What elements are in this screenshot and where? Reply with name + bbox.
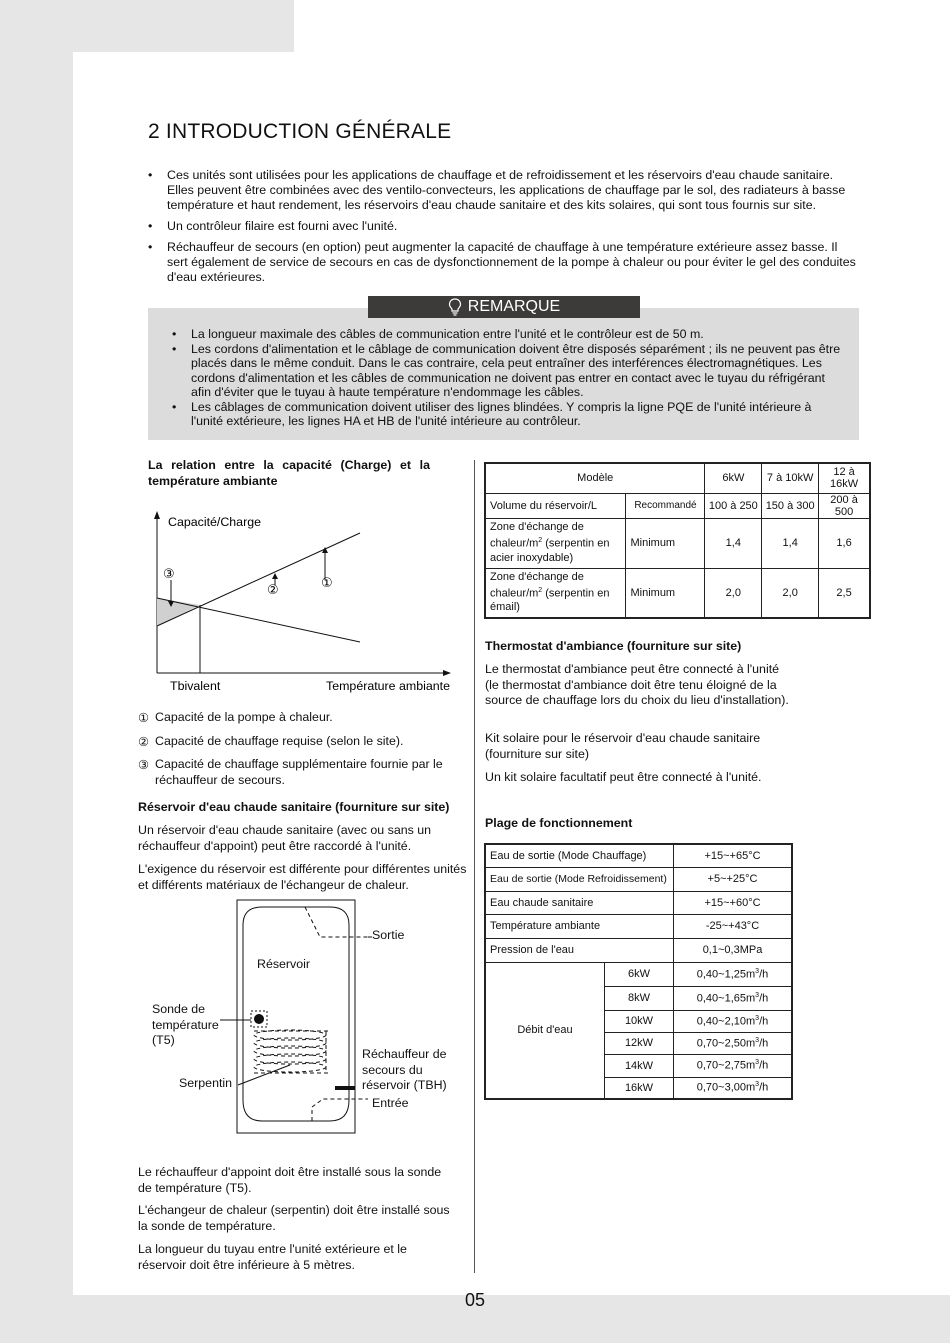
- tank-note-2: L'échangeur de chaleur (serpentin) doit être installé sous la sonde de température.: [138, 1203, 450, 1233]
- remark-item: • Les cordons d'alimentation et le câblage de communication doivent être disposés séparément ; ils ne peuvent pas être placés dans le même conduit. Dans le cas contraire, cela peut entraîner des interférences électromagnétiques. Les cordons d'alimentation et les câbles de communication ne doivent pas entrer en contact avec le tuyau du réfrigérant afin d'éviter que le tuyau à haute température n'endommage les câbles.: [172, 341, 841, 399]
- table-row: Eau chaude sanitaire +15~+60°C: [485, 891, 792, 914]
- model-header: Modèle: [485, 463, 705, 493]
- page-number: 05: [464, 1290, 486, 1310]
- lightbulb-icon: [448, 298, 462, 316]
- flow-label: Débit d'eau: [485, 962, 605, 1099]
- tank-heading: Réservoir d'eau chaude sanitaire (fourniture sur site): [138, 800, 450, 814]
- table-row: 8kW $0,40\sim 1,65m^3/h$: [485, 986, 792, 1010]
- thermostat-heading: Thermostat d'ambiance (fourniture sur site): [485, 639, 742, 653]
- inlet-pipe: [312, 1099, 368, 1121]
- tank-label-backup-heater: Réchauffeur de secours du réservoir (TBH): [362, 1047, 447, 1092]
- marker-3: ③: [163, 567, 175, 582]
- required-capacity-line: [157, 598, 360, 642]
- table-row: Pression de l'eau 0,1~0,3MPa: [485, 938, 792, 962]
- model-table: [484, 462, 871, 619]
- table-row: 16kW $0,70\sim 3,00m^3/h$: [485, 1077, 792, 1099]
- tank-label-tank: Réservoir: [257, 957, 311, 971]
- marker-1: ①: [321, 576, 333, 591]
- thermostat-para-3: Un kit solaire facultatif peut être connecté à l'unité.: [485, 770, 762, 784]
- x-axis-label-right: Température ambiante: [326, 679, 450, 693]
- table-row: 12kW $0,70\sim 2,50m^3/h$: [485, 1032, 792, 1054]
- capacity-legend: [138, 710, 458, 788]
- coil-leader: [238, 1065, 290, 1085]
- table-row: Débit d'eau 6kW $0,40\sim 1,25m^3/h$: [485, 962, 792, 986]
- page-top-margin: [0, 0, 294, 52]
- backup-heater-element: [335, 1086, 355, 1090]
- y-axis-label: Capacité/Charge: [168, 515, 261, 529]
- x-axis-arrowhead: [443, 670, 451, 676]
- tank-note-3: La longueur du tuyau entre l'unité extérieure et le réservoir doit être inférieure à 5 mètres.: [138, 1242, 407, 1272]
- remark-heading: REMARQUE: [467, 298, 561, 315]
- tank-para-2: L'exigence du réservoir est différente pour différentes unités et différents matériaux de l'échangeur de chaleur.: [138, 862, 467, 892]
- table-row: Température ambiante -25~+43°C: [485, 914, 792, 938]
- operating-range-table: [484, 843, 793, 1100]
- table-row: Eau de sortie (Mode Chauffage) +15~+65°C: [485, 844, 792, 867]
- model-table-header: [485, 463, 870, 493]
- intro-bullet: • Un contrôleur filaire est fourni avec l'unité.: [148, 219, 398, 233]
- capacity-heading: La relation entre la capacité (Charge) et la température ambiante: [148, 458, 430, 488]
- thermostat-para-2: Kit solaire pour le réservoir d'eau chaude sanitaire (fourniture sur site): [485, 731, 761, 761]
- table-row: 14kW $0,70\sim 2,75m^3/h$: [485, 1054, 792, 1077]
- thermostat-para-1: Le thermostat d'ambiance peut être connecté à l'unité (le thermostat d'ambiance doit être tenu éloigné de la source de chauffage lors du choix du lieu d'installation).: [485, 662, 789, 707]
- remark-heading-bar: [368, 296, 640, 318]
- legend-item: ① Capacité de la pompe à chaleur.: [138, 710, 333, 725]
- marker-2-arrowhead: [272, 573, 278, 579]
- capacity-chart: [140, 505, 470, 705]
- legend-item: ③ Capacité de chauffage supplémentaire fournie par le réchauffeur de secours.: [138, 757, 443, 787]
- tank-label-outlet: Sortie: [372, 928, 405, 942]
- model-col-12-16kw: 12 à 16kW: [819, 463, 870, 493]
- table-row: Zone d'échange de chaleur/$m^2$ (serpentin en acier inoxydable) Minimum 1,4 1,4 1,6: [485, 518, 870, 568]
- outlet-pipe: [305, 907, 368, 937]
- tank-label-inlet: Entrée: [372, 1096, 409, 1110]
- marker-2: ②: [267, 583, 279, 598]
- intro-bullet: • Ces unités sont utilisées pour les applications de chauffage et de refroidissement et les réservoirs d'eau chaude sanitaire. Elles peuvent être combinées avec des ventilo-convecteurs, les applications de chauffage par le sol, des radiateurs à basse température et haut rendement, les réservoirs d'eau chaude sanitaire et des kits solaires, qui sont tous fournis sur site.: [148, 168, 846, 212]
- coil: [254, 1030, 330, 1073]
- model-col-7-10kw: 7 à 10kW: [762, 463, 819, 493]
- page-title: 2 INTRODUCTION GÉNÉRALE: [148, 120, 452, 143]
- legend-item: ② Capacité de chauffage requise (selon le site).: [138, 733, 404, 749]
- table-row: Zone d'échange de chaleur/$m^2$ (serpentin en émail) Minimum 2,0 2,0 2,5: [485, 568, 870, 618]
- intro-bullets: [148, 168, 860, 291]
- table-row: 10kW $0,40\sim 2,10m^3/h$: [485, 1010, 792, 1032]
- table-row: Eau de sortie (Mode Refroidissement) +5~+25°C: [485, 867, 792, 891]
- remark-list: [172, 327, 842, 429]
- model-col-6kw: 6kW: [705, 463, 762, 493]
- column-divider: [474, 460, 475, 1273]
- tank-body: [243, 907, 349, 1121]
- remark-item: • La longueur maximale des câbles de communication entre l'unité et le contrôleur est de 50 m.: [172, 327, 704, 341]
- tank-note-1: Le réchauffeur d'appoint doit être installé sous la sonde de température (T5).: [138, 1165, 442, 1195]
- temperature-sensor: [254, 1014, 264, 1024]
- x-axis-label-left: Tbivalent: [170, 679, 221, 693]
- page-top-right: [294, 0, 950, 52]
- tank-label-coil: Serpentin: [179, 1076, 233, 1090]
- tank-label-sensor: Sonde de température (T5): [152, 1002, 219, 1047]
- y-axis-arrowhead: [154, 511, 160, 519]
- remark-item: • Les câblages de communication doivent utiliser des lignes blindées. Y compris la ligne PQE de l'unité intérieure à l'unité extérieure, les lignes HA et HB de l'unité intérieure au contrôleur.: [172, 399, 812, 428]
- table-row: Volume du réservoir/L Recommandé 100 à 250 150 à 300 200 à 500: [485, 493, 870, 518]
- tank-para-1: Un réservoir d'eau chaude sanitaire (avec ou sans un réchauffeur d'appoint) peut être raccordé à l'unité.: [138, 823, 432, 853]
- range-heading: Plage de fonctionnement: [485, 816, 633, 830]
- intro-bullet: • Réchauffeur de secours (en option) peut augmenter la capacité de chauffage à une température extérieure assez basse. Il sert également de service de secours en cas de dysfonctionnement de la pompe à chaleur ou pour éviter le gel des conduites d'eau extérieures.: [148, 240, 856, 284]
